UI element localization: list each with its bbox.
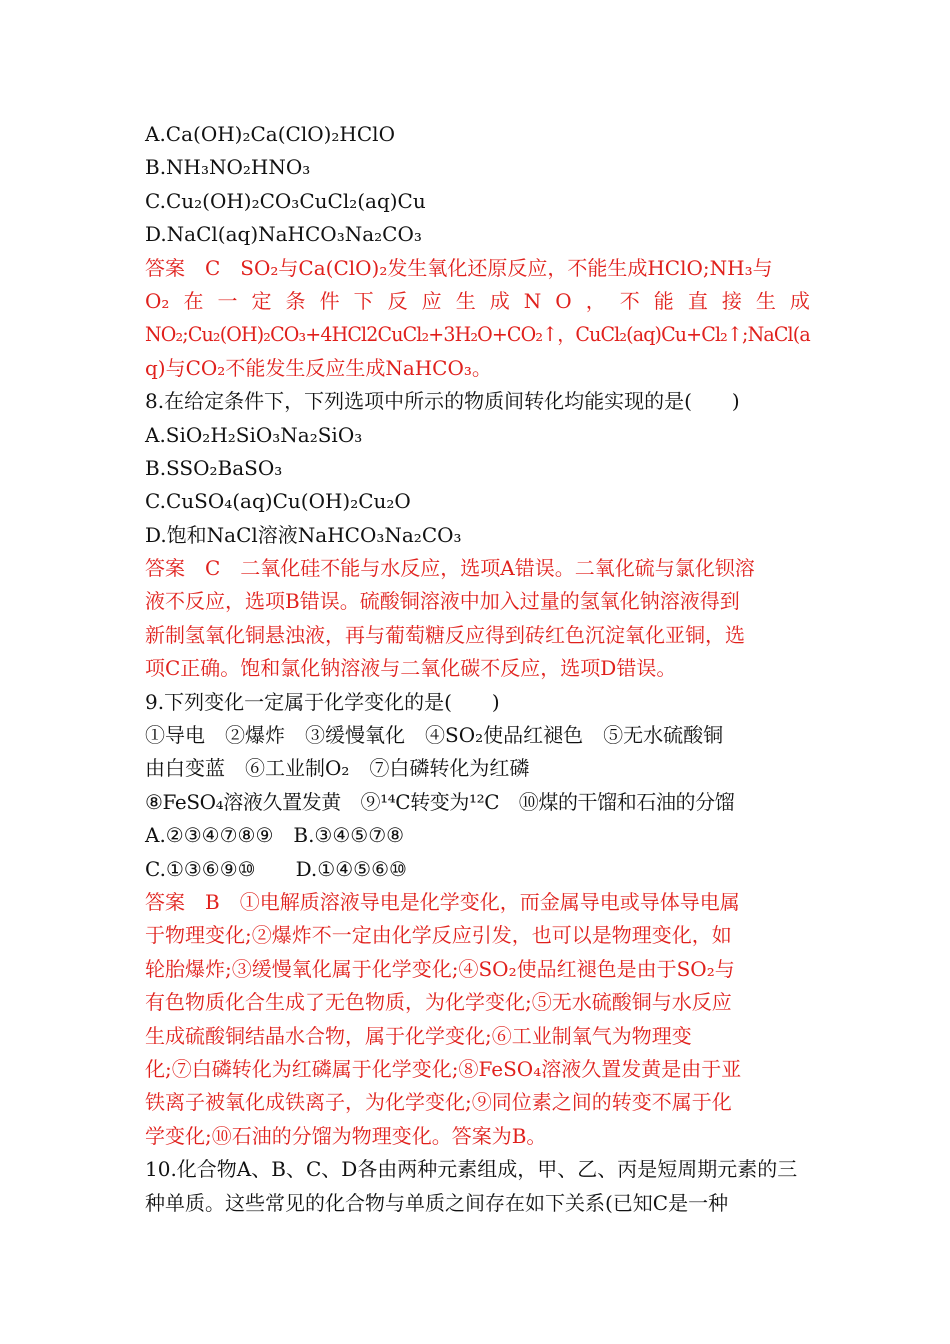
text-line: B.NH₃NO₂HNO₃ bbox=[145, 155, 311, 180]
text-line: 10.化合物A、B、C、D各由两种元素组成，甲、乙、丙是短周期元素的三 bbox=[145, 1157, 798, 1182]
text-line: A.SiO₂H₂SiO₃Na₂SiO₃ bbox=[145, 422, 363, 447]
text-line: C.Cu₂(OH)₂CO₃CuCl₂(aq)Cu bbox=[145, 188, 426, 213]
text-line: D.NaCl(aq)NaHCO₃Na₂CO₃ bbox=[145, 222, 422, 247]
document-page bbox=[145, 118, 810, 1220]
text-line: ①导电 ②爆炸 ③缓慢氧化 ④SO₂使品红褪色 ⑤无水硫酸铜 bbox=[145, 723, 724, 748]
text-line: A.②③④⑦⑧⑨ B.③④⑤⑦⑧ bbox=[145, 823, 405, 848]
answer-line: 学变化;⑩石油的分馏为物理变化。答案为B。 bbox=[145, 1123, 547, 1148]
answer-line: 新制氢氧化铜悬浊液，再与葡萄糖反应得到砖红色沉淀氧化亚铜，选 bbox=[145, 622, 745, 647]
answer-line: 液不反应，选项B错误。硫酸铜溶液中加入过量的氢氧化钠溶液得到 bbox=[145, 589, 740, 614]
answer-line: 答案 B ①电解质溶液导电是化学变化，而金属导电或导体导电属 bbox=[145, 889, 740, 914]
text-line: C.CuSO₄(aq)Cu(OH)₂Cu₂O bbox=[145, 489, 411, 514]
answer-line: 答案 C SO₂与Ca(ClO)₂发生氧化还原反应，不能生成HClO;NH₃与 bbox=[145, 255, 773, 280]
text-line: 由白变蓝 ⑥工业制O₂ ⑦白磷转化为红磷 bbox=[145, 756, 530, 781]
answer-line: 铁离子被氧化成铁离子，为化学变化;⑨同位素之间的转变不属于化 bbox=[145, 1090, 732, 1115]
text-line: D.饱和NaCl溶液NaHCO₃Na₂CO₃ bbox=[145, 522, 462, 547]
answer-line: 答案 C 二氧化硅不能与水反应，选项A错误。二氧化硫与氯化钡溶 bbox=[145, 556, 755, 581]
text-line: 种单质。这些常见的化合物与单质之间存在如下关系(已知C是一种 bbox=[145, 1190, 729, 1215]
text-line: B.SSO₂BaSO₃ bbox=[145, 455, 283, 480]
text-line: 9.下列变化一定属于化学变化的是( ) bbox=[145, 689, 500, 714]
answer-line: 化;⑦白磷转化为红磷属于化学变化;⑧FeSO₄溶液久置发黄是由于亚 bbox=[145, 1056, 742, 1081]
text-line: 8.在给定条件下，下列选项中所示的物质间转化均能实现的是( ) bbox=[145, 389, 740, 414]
text-line: C.①③⑥⑨⑩ D.①④⑤⑥⑩ bbox=[145, 856, 407, 881]
answer-line: 项C正确。饱和氯化钠溶液与二氧化碳不反应，选项D错误。 bbox=[145, 656, 677, 681]
answer-line: 轮胎爆炸;③缓慢氧化属于化学变化;④SO₂使品红褪色是由于SO₂与 bbox=[145, 956, 735, 981]
answer-line: 生成硫酸铜结晶水合物，属于化学变化;⑥工业制氧气为物理变 bbox=[145, 1023, 692, 1048]
answer-line: q)与CO₂不能发生反应生成NaHCO₃。 bbox=[145, 355, 492, 380]
text-line: A.Ca(OH)₂Ca(ClO)₂HClO bbox=[145, 122, 395, 146]
answer-line: NO₂;Cu₂(OH)₂CO₃+4HCl2CuCl₂+3H₂O+CO₂↑，CuCl₂(aq)Cu+Cl₂↑;NaCl(a bbox=[145, 322, 810, 347]
text-line: ⑧FeSO₄溶液久置发黄 ⑨¹⁴C转变为¹²C ⑩煤的干馏和石油的分馏 bbox=[145, 789, 735, 814]
answer-line: O₂ 在 一 定 条 件 下 反 应 生 成 N O ， 不 能 直 接 生 成 bbox=[145, 288, 810, 313]
answer-line: 于物理变化;②爆炸不一定由化学反应引发，也可以是物理变化，如 bbox=[145, 923, 732, 948]
answer-line: 有色物质化合生成了无色物质，为化学变化;⑤无水硫酸铜与水反应 bbox=[145, 990, 732, 1015]
